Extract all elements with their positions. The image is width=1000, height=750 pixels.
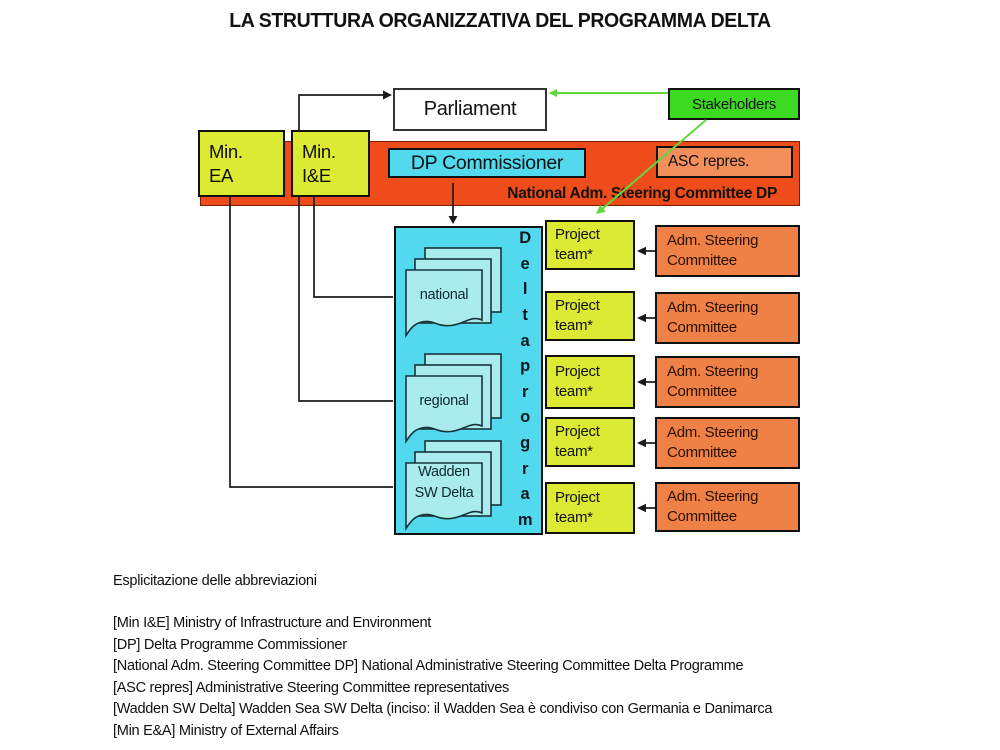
delta-program-vertical-label: D e l t a p r o g r a m: [517, 229, 533, 529]
dp-commissioner-box: DP Commissioner: [388, 148, 586, 178]
adm-steering-committee-box: Adm. Steering Committee: [655, 225, 800, 277]
page-title: LA STRUTTURA ORGANIZZATIVA DEL PROGRAMMA DELTA: [229, 9, 771, 32]
min-ie-line2: I&E: [302, 164, 331, 186]
adm-steering-committee-box: Adm. Steering Committee: [655, 292, 800, 344]
doc-stack-regional: [405, 353, 502, 445]
project-team-box: Project team*: [545, 291, 635, 341]
arrowhead: [637, 504, 646, 513]
line-minie-to-regional: [299, 197, 393, 401]
doc-stack-label: Wadden SW Delta: [414, 464, 474, 501]
min-ie-line1: Min.: [302, 140, 336, 162]
line-minea-to-wadden: [230, 197, 393, 487]
doc-stack-wadden: [405, 440, 502, 532]
legend-line: [Min E&A] Ministry of External Affairs: [113, 721, 339, 739]
arrowhead: [637, 439, 646, 448]
arrowhead: [383, 91, 392, 100]
min-ie-box: [291, 130, 370, 197]
nasc-banner-label: National Adm. Steering Committee DP: [507, 185, 777, 202]
legend: [113, 570, 772, 741]
legend-line: [Min I&E] Ministry of Infrastructure and Environment: [113, 614, 432, 631]
legend-line: [DP] Delta Programme Commissioner: [113, 635, 347, 653]
arrow-minie-to-parliament: [299, 95, 383, 131]
arrowhead: [637, 314, 646, 323]
line-minie-to-national: [314, 197, 393, 297]
doc-stack-national: [405, 247, 502, 339]
project-team-box: Project team*: [545, 417, 635, 467]
arrowhead: [596, 205, 606, 214]
legend-heading: Esplicitazione delle abbreviazioni: [113, 572, 317, 589]
parliament-box: Parliament: [393, 88, 547, 131]
adm-steering-committee-box: Adm. Steering Committee: [655, 417, 800, 469]
adm-steering-committee-box: Adm. Steering Committee: [655, 482, 800, 532]
arrowhead: [449, 216, 458, 224]
legend-line: [Wadden SW Delta] Wadden Sea SW Delta (inciso: il Wadden Sea è condiviso con Germania e Danimarca: [113, 700, 773, 717]
legend-line: [ASC repres] Administrative Steering Committee representatives: [113, 678, 510, 696]
legend-line: [National Adm. Steering Committee DP] National Administrative Steering Committee Delta Programme: [113, 657, 744, 674]
arrowhead: [637, 247, 646, 256]
arrowhead: [637, 378, 646, 387]
project-team-box: Project team*: [545, 482, 635, 534]
doc-stack-label: regional: [419, 393, 469, 409]
asc-repres-box: ASC repres.: [656, 146, 793, 178]
arrowhead: [549, 89, 558, 97]
min-ea-box: [198, 130, 285, 197]
min-ea-line1: Min.: [209, 140, 243, 162]
doc-stack-label: national: [419, 287, 469, 303]
stakeholders-box: Stakeholders: [668, 88, 800, 120]
legend-spacer: [113, 592, 772, 612]
project-team-box: Project team*: [545, 355, 635, 409]
project-team-box: Project team*: [545, 220, 635, 270]
min-ea-line2: EA: [209, 164, 234, 186]
adm-steering-committee-box: Adm. Steering Committee: [655, 356, 800, 408]
